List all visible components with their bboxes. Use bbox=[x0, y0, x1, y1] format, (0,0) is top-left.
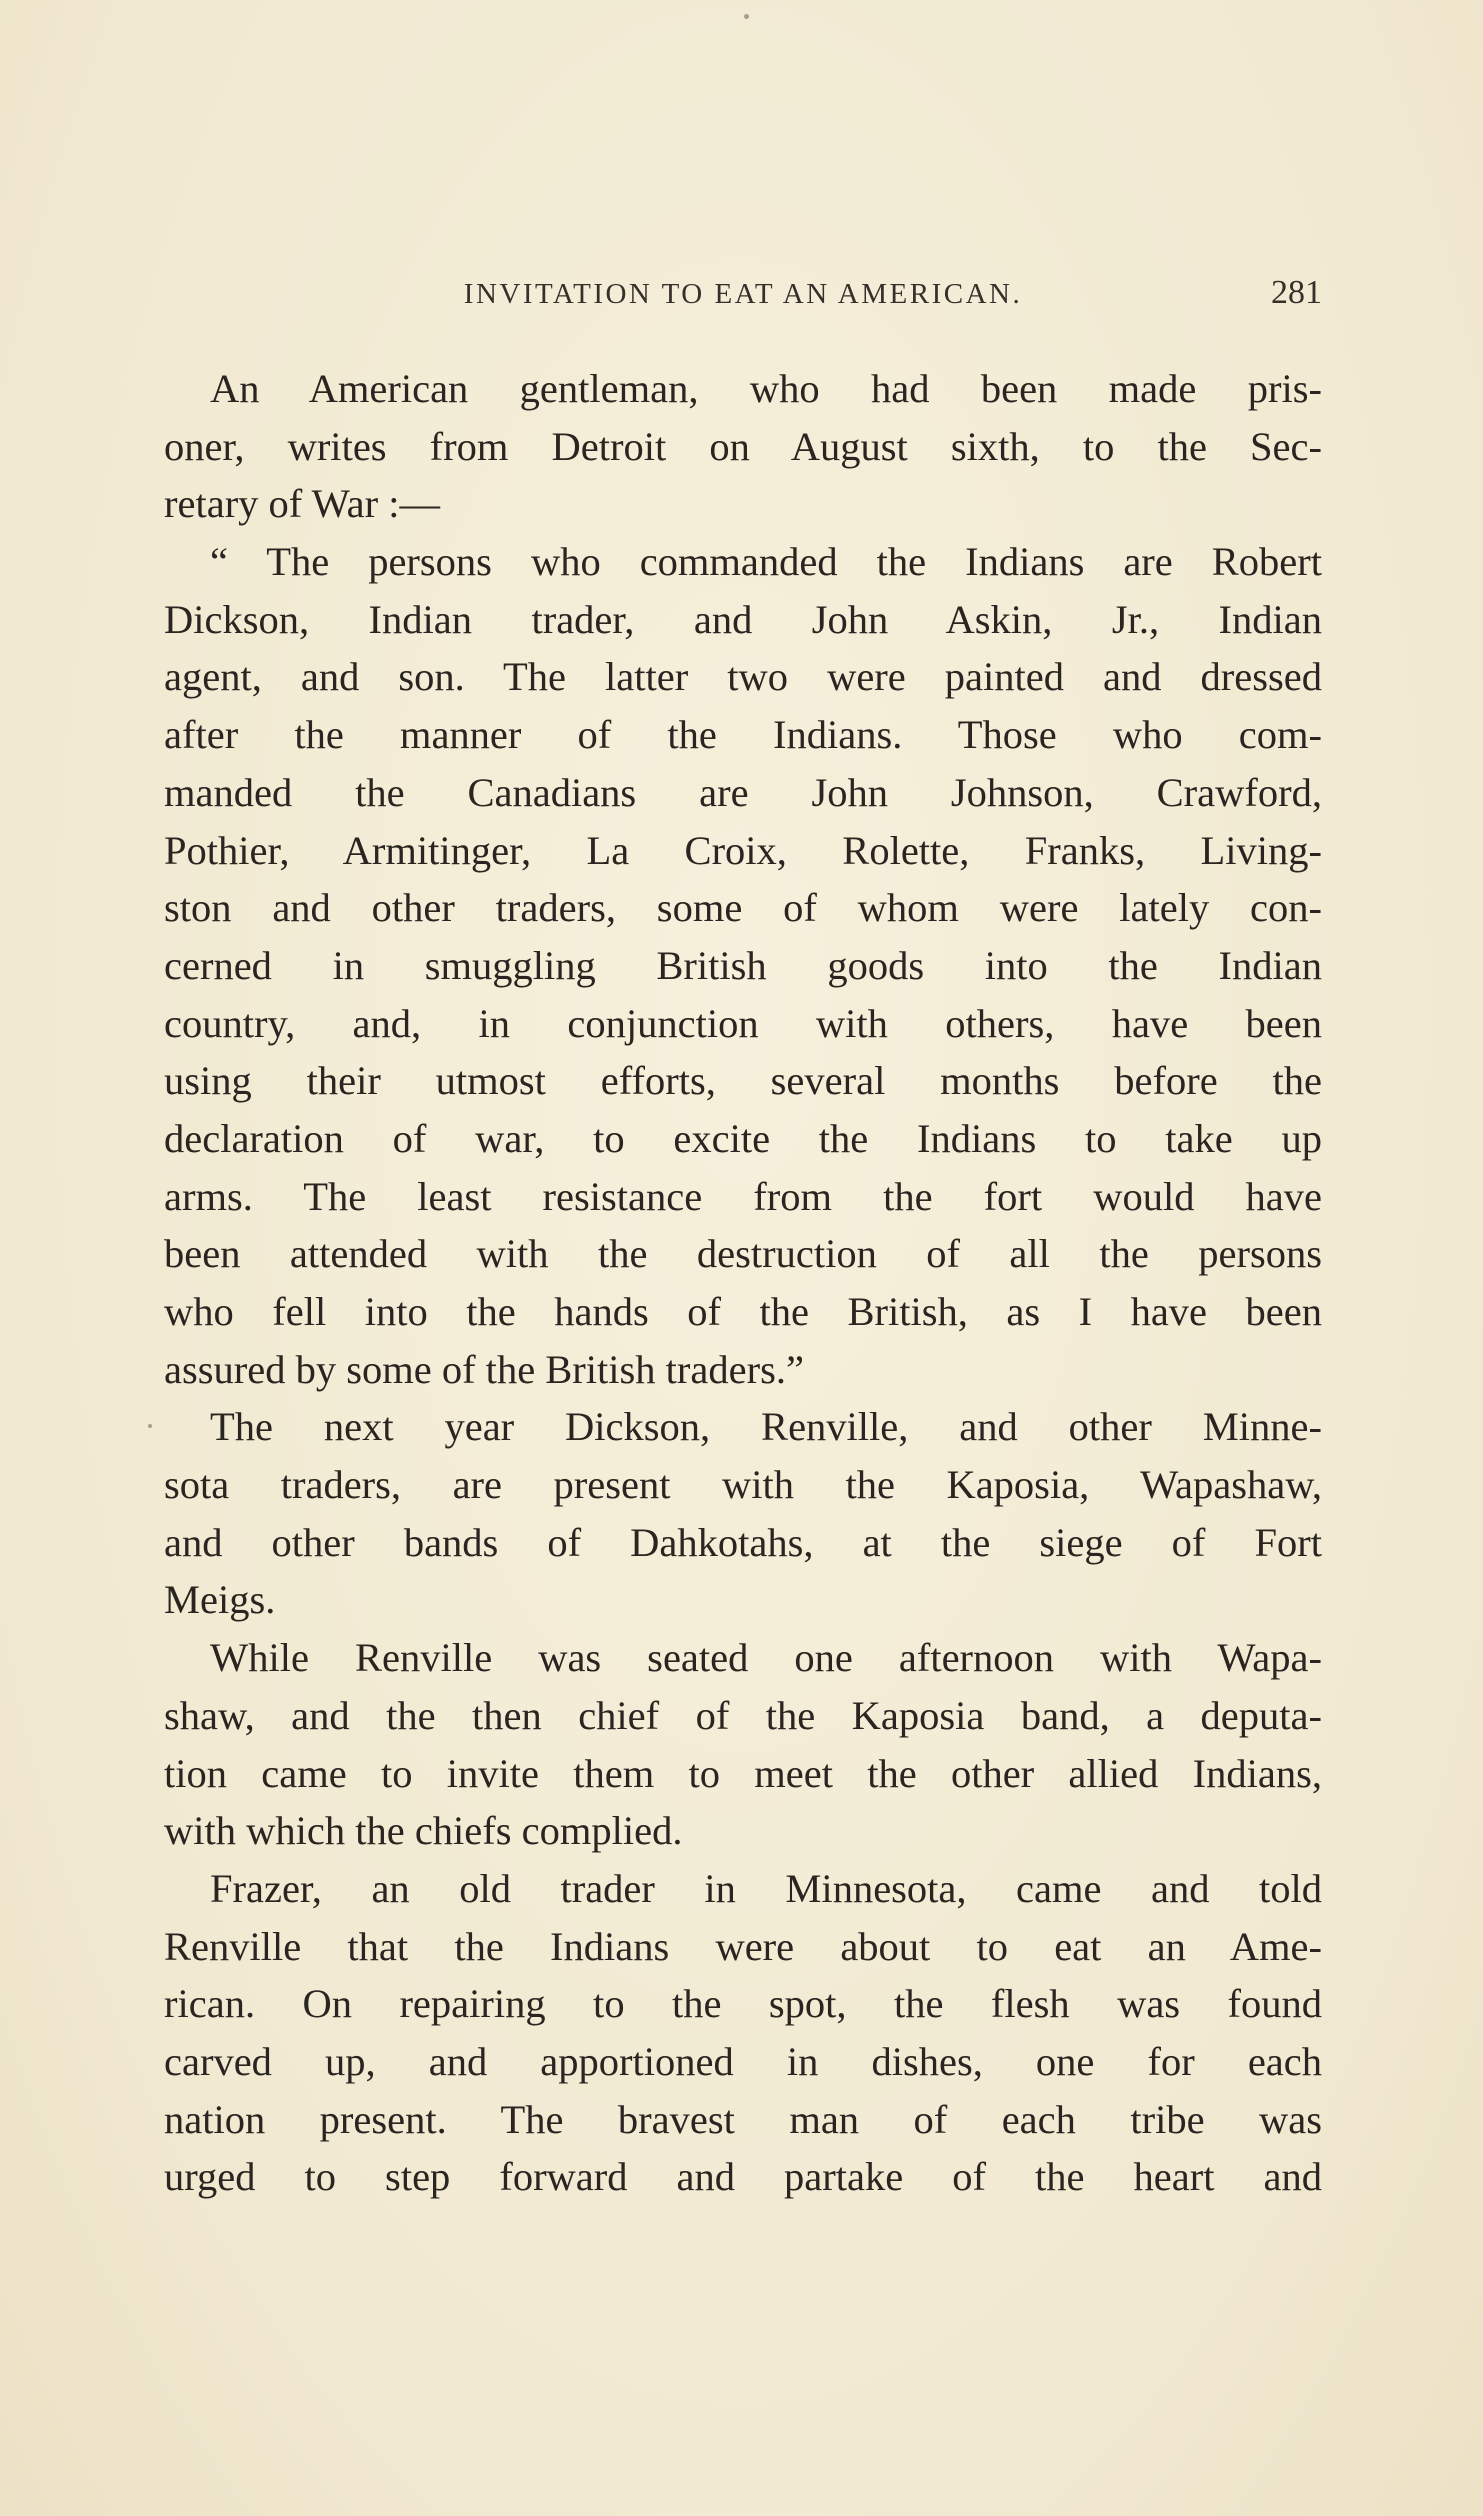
text-line: with which the chiefs complied. bbox=[164, 1808, 683, 1854]
text-line: using their utmost efforts, several months before the bbox=[164, 1058, 1322, 1104]
body-text bbox=[164, 360, 1322, 2206]
text-line: been attended with the destruction of all the persons bbox=[164, 1231, 1322, 1277]
text-line: shaw, and the then chief of the Kaposia band, a deputa- bbox=[164, 1692, 1322, 1738]
text-line: rican. On repairing to the spot, the flesh was found bbox=[164, 1981, 1322, 2027]
text-line: An American gentleman, who had been made pris- bbox=[210, 366, 1322, 411]
text-line: ston and other traders, some of whom were lately con- bbox=[164, 885, 1322, 931]
text-line: Meigs. bbox=[164, 1577, 276, 1623]
page-header bbox=[164, 274, 1322, 314]
text-line: tion came to invite them to meet the other allied Indians, bbox=[164, 1750, 1322, 1796]
ink-speck bbox=[148, 1424, 152, 1428]
text-line: sota traders, are present with the Kaposia, Wapashaw, bbox=[164, 1462, 1322, 1508]
page-number: 281 bbox=[1271, 274, 1322, 311]
text-line: and other bands of Dahkotahs, at the siege of Fort bbox=[164, 1519, 1322, 1565]
text-line: cerned in smuggling British goods into the Indian bbox=[164, 942, 1322, 988]
text-line: after the manner of the Indians. Those who com- bbox=[164, 712, 1322, 758]
text-line: While Renville was seated one afternoon with Wapa- bbox=[210, 1635, 1322, 1681]
text-line: who fell into the hands of the British, as I have been bbox=[164, 1289, 1322, 1334]
text-line: manded the Canadians are John Johnson, Crawford, bbox=[164, 769, 1322, 815]
text-line: Dickson, Indian trader, and John Askin, Jr., Indian bbox=[164, 596, 1322, 642]
ink-speck bbox=[744, 14, 749, 19]
text-line: retary of War :— bbox=[164, 481, 441, 527]
running-head: INVITATION TO EAT AN AMERICAN. bbox=[463, 278, 1023, 310]
text-line: oner, writes from Detroit on August sixth, to the Sec- bbox=[164, 423, 1322, 469]
text-line: Pothier, Armitinger, La Croix, Rolette, Franks, Living- bbox=[164, 827, 1322, 873]
text-line: declaration of war, to excite the Indians to take up bbox=[164, 1115, 1322, 1161]
text-line: country, and, in conjunction with others, have been bbox=[164, 1000, 1322, 1046]
text-line: Frazer, an old trader in Minnesota, came and told bbox=[210, 1865, 1322, 1911]
text-line: Renville that the Indians were about to eat an Ame- bbox=[164, 1923, 1322, 1969]
text-line: nation present. The bravest man of each tribe was bbox=[164, 2096, 1322, 2142]
text-line: “ The persons who commanded the Indians are Robert bbox=[210, 539, 1322, 585]
text-line: carved up, and apportioned in dishes, one for each bbox=[164, 2038, 1322, 2084]
text-line: agent, and son. The latter two were painted and dressed bbox=[164, 654, 1322, 700]
text-line: urged to step forward and partake of the heart and bbox=[164, 2154, 1322, 2200]
text-line: The next year Dickson, Renville, and other Minne- bbox=[210, 1404, 1322, 1450]
text-line: assured by some of the British traders.” bbox=[164, 1346, 804, 1392]
text-line: arms. The least resistance from the fort would have bbox=[164, 1173, 1322, 1219]
